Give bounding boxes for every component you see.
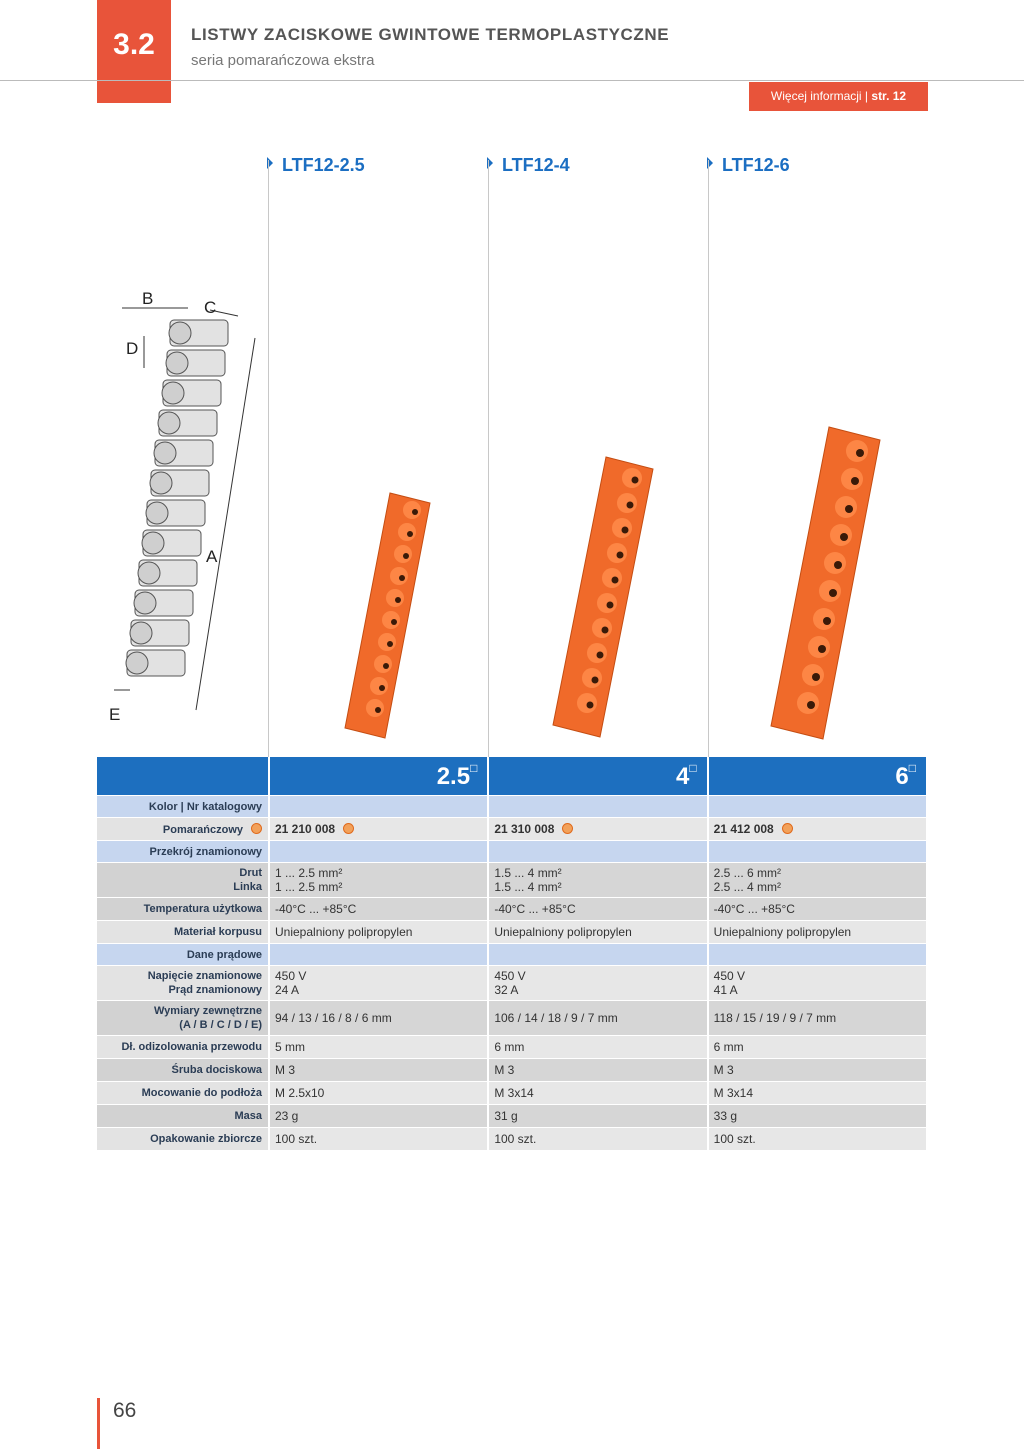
dimension-drawing <box>100 280 270 730</box>
page-subtitle: seria pomarańczowa ekstra <box>191 52 375 69</box>
table-row: Masa 23 g 31 g 33 g <box>97 1105 927 1128</box>
row-label: Śruba dociskowa <box>97 1059 269 1082</box>
spec-table <box>97 757 928 1151</box>
row-label: Napięcie znamionowe Prąd znamionowy <box>97 966 269 1001</box>
catalog-number: 21 210 008 <box>275 822 336 836</box>
terminal-segments <box>126 320 228 676</box>
table-row: Opakowanie zbiorcze 100 szt. 100 szt. 100 szt. <box>97 1128 927 1151</box>
catalog-number: 21 310 008 <box>494 822 555 836</box>
row-label: Drut Linka <box>97 863 269 898</box>
table-row <box>97 796 927 818</box>
page-title: LISTWY ZACISKOWE GWINTOWE TERMOPLASTYCZNE <box>191 25 670 44</box>
product-image-ltf12-2-5 <box>340 488 435 743</box>
more-info-text: Więcej informacji | <box>770 89 872 103</box>
row-label: Masa <box>97 1105 269 1128</box>
row-label: Wymiary zewnętrzne (A / B / C / D / E) <box>97 1001 269 1036</box>
table-row <box>97 944 927 966</box>
table-row: Mocowanie do podłoża M 2.5x10 M 3x14 M 3x14 <box>97 1082 927 1105</box>
table-row: Materiał korpusu Uniepalniony polipropylen Uniepalniony polipropylen Uniepalniony polipropylen <box>97 921 927 944</box>
table-row <box>97 818 927 841</box>
dim-label-b: B <box>142 289 154 308</box>
more-info-link[interactable] <box>749 82 928 111</box>
table-row: Napięcie znamionowe Prąd znamionowy 450 V 24 A 450 V 32 A 450 V 41 A <box>97 966 927 1001</box>
size-cell-2: 4□ <box>488 757 707 796</box>
size-label-empty <box>97 757 269 796</box>
row-label: Kolor | Nr katalogowy <box>97 796 269 818</box>
table-row: Wymiary zewnętrzne (A / B / C / D / E) 94 / 13 / 16 / 8 / 6 mm 106 / 14 / 18 / 9 / 7 mm 118 / 15 / 19 / 9 / 7 mm <box>97 1001 927 1036</box>
product-name: LTF12-4 <box>502 155 570 175</box>
size-cell-3: 6□ <box>708 757 927 796</box>
dim-label-d: D <box>126 339 139 358</box>
product-heading-2 <box>487 155 570 176</box>
orange-color-dot-icon <box>562 823 573 834</box>
product-name: LTF12-2.5 <box>282 155 365 175</box>
size-row <box>97 757 927 796</box>
row-label: Dł. odizolowania przewodu <box>97 1036 269 1059</box>
row-label: Dane prądowe <box>97 944 269 966</box>
section-number: 3.2 <box>113 28 155 61</box>
dim-label-e: E <box>109 705 121 724</box>
table-row: Dł. odizolowania przewodu 5 mm 6 mm 6 mm <box>97 1036 927 1059</box>
catalog-number: 21 412 008 <box>713 822 774 836</box>
header-divider <box>0 80 1024 81</box>
table-row <box>97 841 927 863</box>
table-row: Śruba dociskowa M 3 M 3 M 3 <box>97 1059 927 1082</box>
product-heading-3 <box>707 155 790 176</box>
row-label: Przekrój znamionowy <box>97 841 269 863</box>
more-info-page: str. 12 <box>871 89 907 103</box>
size-cell-1: 2.5□ <box>269 757 488 796</box>
row-label: Pomarańczowy <box>97 818 269 841</box>
product-name: LTF12-6 <box>722 155 790 175</box>
section-badge <box>97 0 171 103</box>
row-label: Opakowanie zbiorcze <box>97 1128 269 1151</box>
product-heading-1 <box>267 155 365 176</box>
table-row: Drut Linka 1 ... 2.5 mm² 1 ... 2.5 mm² 1.5 ... 4 mm² 1.5 ... 4 mm² 2.5 ... 6 mm² 2.5 ... 4 mm² <box>97 863 927 898</box>
page-number: 66 <box>113 1399 137 1422</box>
product-image-ltf12-6 <box>765 422 885 744</box>
row-label: Mocowanie do podłoża <box>97 1082 269 1105</box>
orange-color-dot-icon <box>782 823 793 834</box>
table-row: Temperatura użytkowa -40°C ... +85°C -40°C ... +85°C -40°C ... +85°C <box>97 898 927 921</box>
orange-color-dot-icon <box>251 823 262 834</box>
row-label: Temperatura użytkowa <box>97 898 269 921</box>
dim-label-a: A <box>206 547 218 566</box>
orange-color-dot-icon <box>343 823 354 834</box>
product-image-ltf12-4 <box>548 452 658 742</box>
dim-label-c: C <box>204 298 217 317</box>
row-label: Materiał korpusu <box>97 921 269 944</box>
page-number-bar <box>97 1398 100 1449</box>
